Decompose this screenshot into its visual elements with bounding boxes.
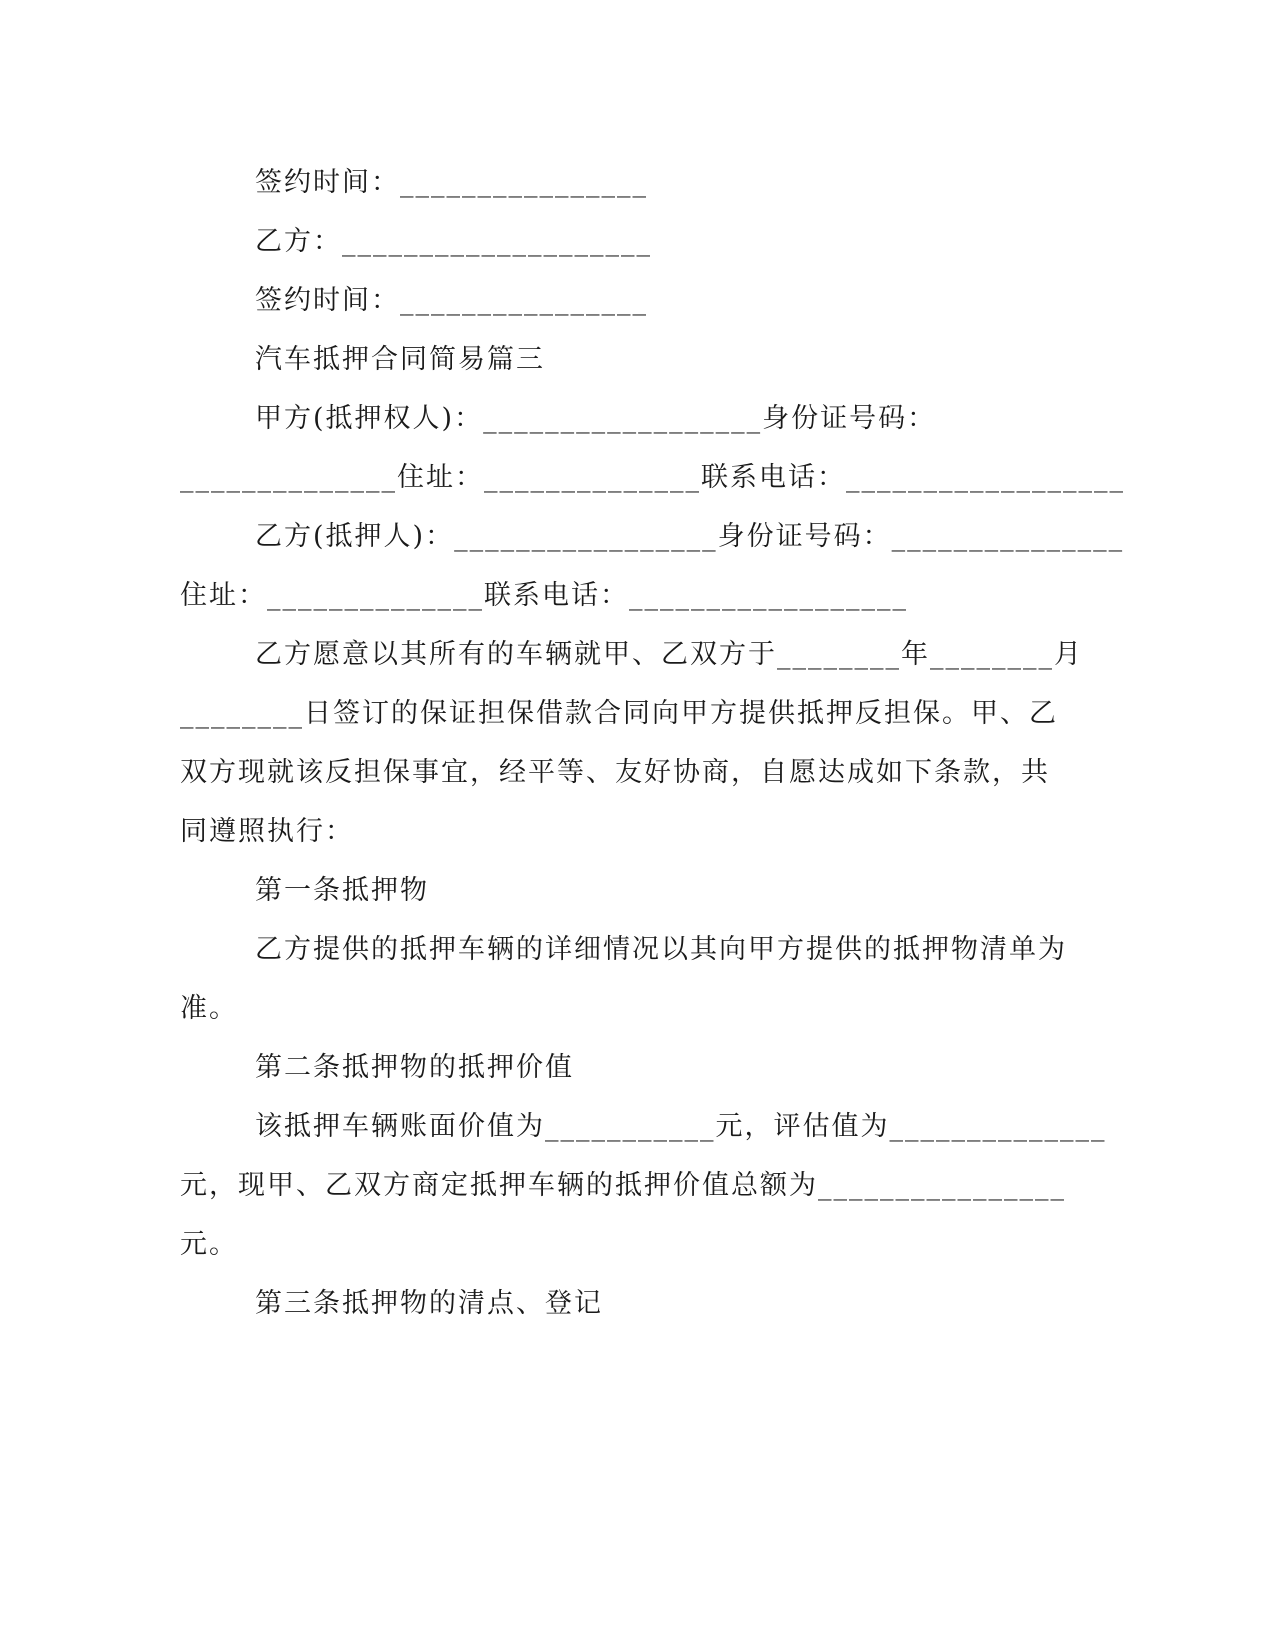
party-a-line: 甲方(抵押权人)：__________________身份证号码： [255,403,937,434]
article-1-text-line-2: 准。 [180,993,238,1024]
party-b-line: 乙方：____________________ [255,226,652,257]
preamble-line-1: 乙方愿意以其所有的车辆就甲、乙双方于________年________月 [255,639,1083,670]
signing-time-line-2: 签约时间：________________ [255,285,648,316]
article-1-heading: 第一条抵押物 [255,875,429,906]
article-1-text-line-1: 乙方提供的抵押车辆的详细情况以其向甲方提供的抵押物清单为 [255,934,1067,965]
preamble-line-2: ________日签订的保证担保借款合同向甲方提供抵押反担保。甲、乙 [180,698,1058,729]
preamble-line-3: 双方现就该反担保事宜，经平等、友好协商，自愿达成如下条款，共 [180,757,1050,788]
party-a-address-line: ______________住址：______________联系电话：__________________ [180,462,1125,493]
article-2-heading: 第二条抵押物的抵押价值 [255,1052,574,1083]
preamble-line-4: 同遵照执行： [180,816,354,847]
article-2-text-line-3: 元。 [180,1229,238,1260]
article-2-text-line-1: 该抵押车辆账面价值为___________元，评估值为______________ [255,1111,1107,1142]
signing-time-line-1: 签约时间：________________ [255,167,648,198]
article-2-text-line-2: 元，现甲、乙双方商定抵押车辆的抵押价值总额为________________ [180,1170,1066,1201]
party-b-address-line: 住址：______________联系电话：__________________ [180,580,908,611]
section-title: 汽车抵押合同简易篇三 [255,344,545,375]
article-3-heading: 第三条抵押物的清点、登记 [255,1288,603,1319]
party-b-mortgagor-line: 乙方(抵押人)：_________________身份证号码：_______________ [255,521,1125,552]
